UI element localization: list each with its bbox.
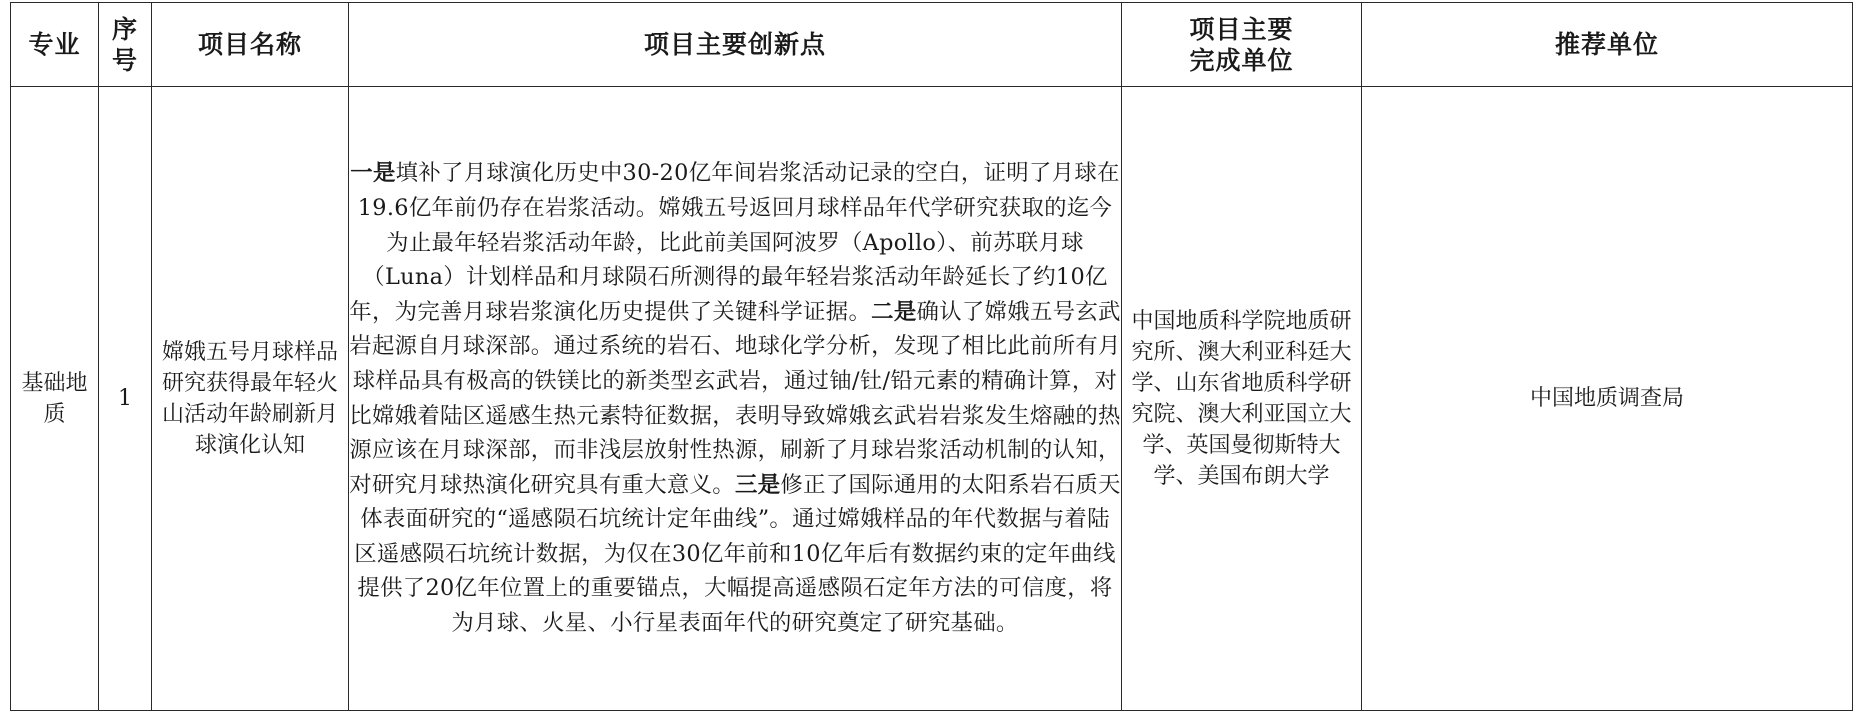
innovation-marker-3: 三是 <box>735 471 781 498</box>
header-innovations: 项目主要创新点 <box>349 3 1122 87</box>
innovation-marker-2: 二是 <box>871 298 917 325</box>
innovation-text-3: 修正了国际通用的太阳系岩石质天体表面研究的“遥感陨石坑统计定年曲线”。通过嫦娥样品的年代数据与着陆区遥感陨石坑统计数据，为仅在30亿年前和10亿年后有数据约束的定年曲线提供了20亿年位置上的重要锚点，大幅提高遥感陨石定年方法的可信度，将为月球、火星、小行星表面年代的研究奠定了研究基础。 <box>354 471 1121 637</box>
innovation-text-1: 填补了月球演化历史中30-20亿年间岩浆活动记录的空白，证明了月球在19.6亿年前仍存在岩浆活动。嫦娥五号返回月球样品年代学研究获取的迄今为止最年轻岩浆活动年龄，比此前美国阿波罗（Apollo）、前苏联月球（Luna）计划样品和月球陨石所测得的最年轻岩浆活动年龄延长了约10亿年，为完善月球岩浆演化历史提供了关键科学证据。 <box>349 160 1120 325</box>
header-index-line2: 号 <box>111 45 138 75</box>
innovation-marker-1: 一是 <box>350 160 396 187</box>
cell-project-name: 嫦娥五号月球样品研究获得最年轻火山活动年龄刷新月球演化认知 <box>152 87 349 711</box>
header-units-line1: 项目主要 <box>1189 14 1294 44</box>
table-header-row <box>11 3 1853 87</box>
header-major: 专业 <box>11 3 99 87</box>
header-recommender: 推荐单位 <box>1362 3 1853 87</box>
header-project-name: 项目名称 <box>152 3 349 87</box>
cell-recommender: 中国地质调查局 <box>1362 87 1853 711</box>
header-units-line2: 完成单位 <box>1189 45 1294 75</box>
award-project-table <box>10 2 1853 711</box>
header-completing-units <box>1122 3 1362 87</box>
cell-innovations <box>349 87 1122 711</box>
header-index <box>99 3 152 87</box>
cell-major: 基础地质 <box>11 87 99 711</box>
cell-index: 1 <box>99 87 152 711</box>
cell-completing-units: 中国地质科学院地质研究所、澳大利亚科廷大学、山东省地质科学研究院、澳大利亚国立大学、英国曼彻斯特大学、美国布朗大学 <box>1122 87 1362 711</box>
table-row <box>11 87 1853 711</box>
innovations-paragraph <box>349 156 1121 640</box>
innovation-text-2: 确认了嫦娥五号玄武岩起源自月球深部。通过系统的岩石、地球化学分析，发现了相比此前所有月球样品具有极高的铁镁比的新类型玄武岩，通过铀/钍/铅元素的精确计算，对比嫦娥着陆区遥感生热元素特征数据，表明导致嫦娥玄武岩岩浆发生熔融的热源应该在月球深部，而非浅层放射性热源，刷新了月球岩浆活动机制的认知，对研究月球热演化研究具有重大意义。 <box>349 298 1121 498</box>
header-index-line1: 序 <box>111 14 138 44</box>
